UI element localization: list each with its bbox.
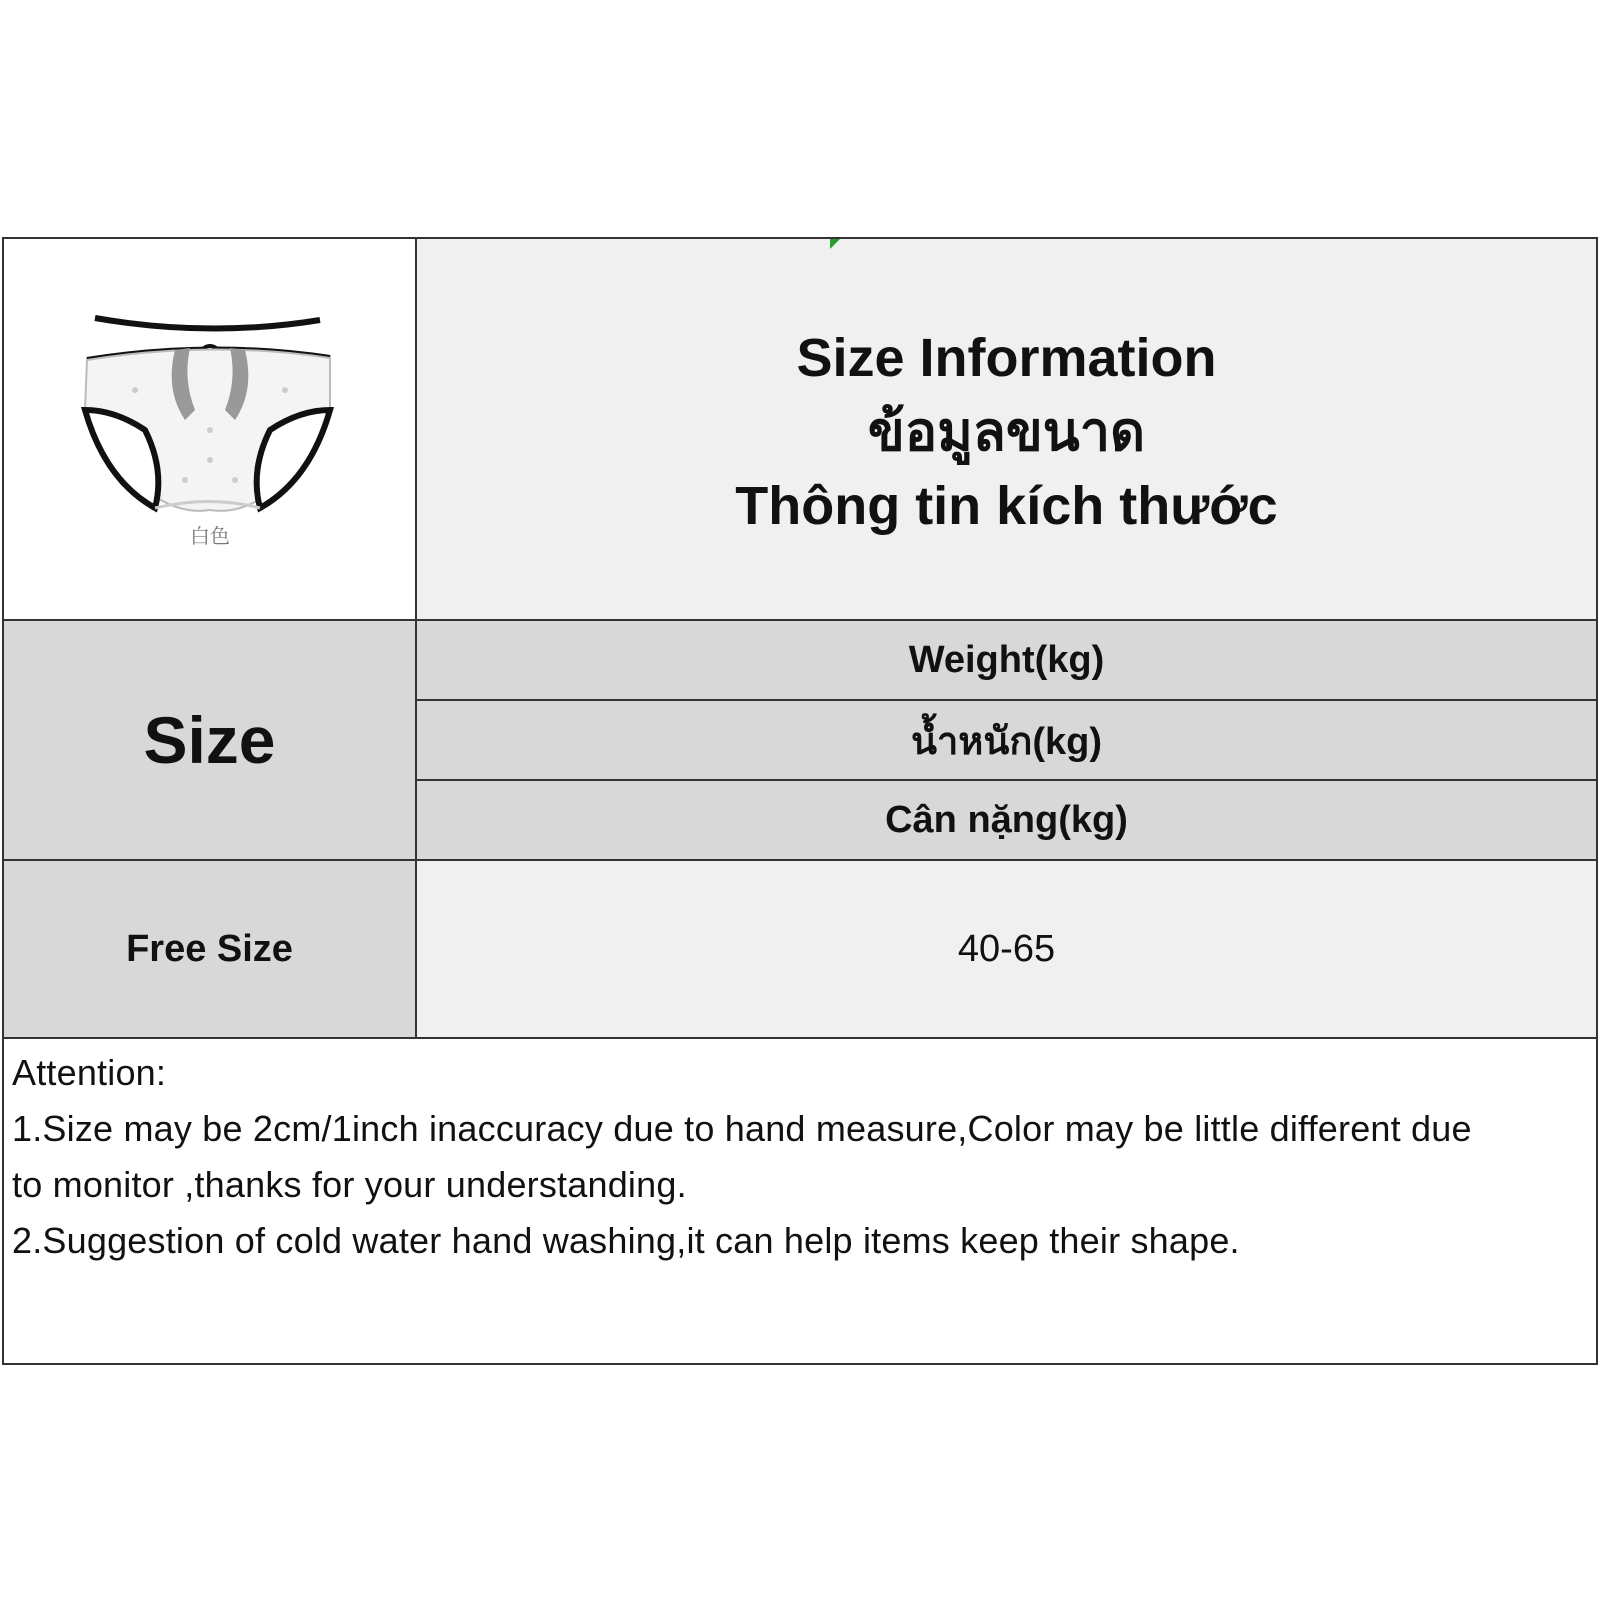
weight-header-thai: น้ำหนัก(kg) (415, 699, 1598, 781)
attention-line-2: 2.Suggestion of cold water hand washing,it can help items keep their shape. (12, 1220, 1240, 1261)
lace-briefs-icon (75, 310, 345, 520)
weight-header-english: Weight(kg) (415, 619, 1598, 701)
size-value-cell: Free Size (2, 859, 417, 1039)
product-image-cell (2, 237, 417, 621)
attention-heading: Attention: (12, 1052, 167, 1093)
product-image (75, 310, 345, 549)
title-vietnamese: Thông tin kích thước (735, 476, 1278, 536)
corner-marker-icon (830, 239, 840, 249)
attention-note (2, 1037, 1598, 1365)
title-cell (415, 237, 1598, 621)
weight-value-cell: 40-65 (415, 859, 1598, 1039)
product-color-caption: 白色 (190, 523, 230, 548)
title-english: Size Information (796, 328, 1217, 388)
attention-line-1: 1.Size may be 2cm/1inch inaccuracy due to hand measure,Color may be little different due to monitor ,thanks for your understanding. (12, 1108, 1472, 1205)
size-chart (2, 237, 1598, 1365)
weight-header-vietnamese: Cân nặng(kg) (415, 779, 1598, 861)
title-thai: ข้อมูลขนาด (867, 402, 1146, 462)
size-header: Size (2, 619, 417, 861)
